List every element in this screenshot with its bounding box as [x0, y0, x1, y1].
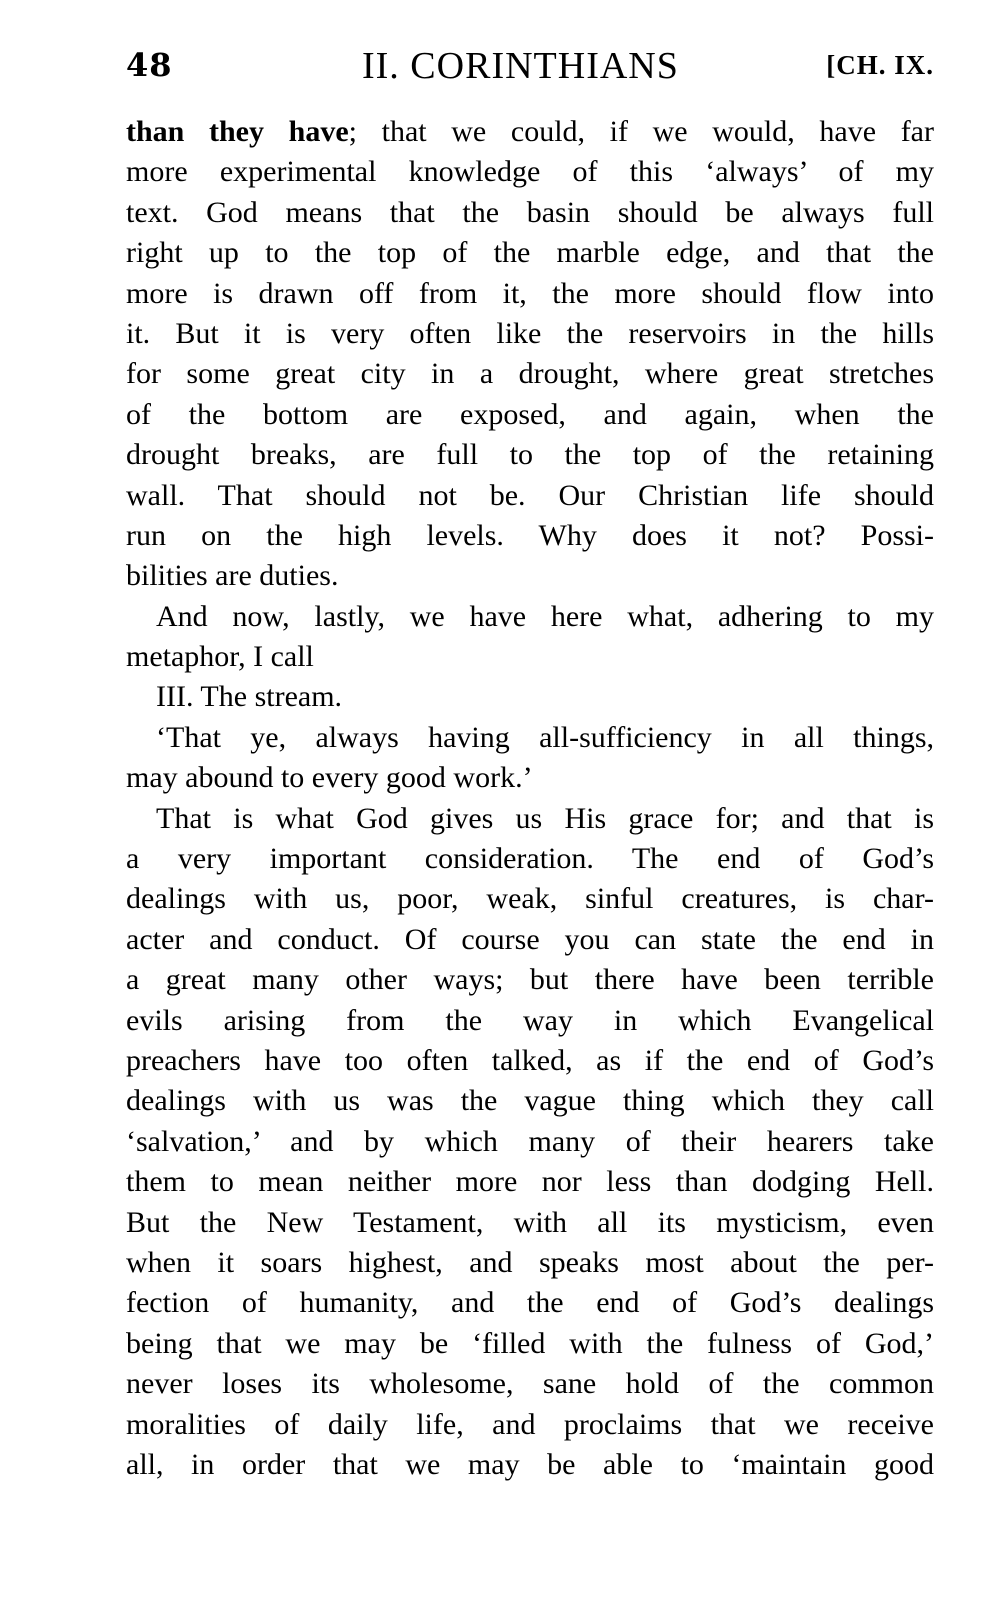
- text-line: dealings with us was the vague thing which they call: [126, 1084, 934, 1118]
- text-line: them to mean neither more nor less than dodging Hell.: [126, 1165, 934, 1199]
- text-line: of the bottom are exposed, and again, when the: [126, 397, 934, 431]
- text-line: But the New Testament, with all its mysticism, even: [126, 1205, 934, 1239]
- text-line: being that we may be ‘filled with the fulness of God,’: [126, 1326, 934, 1360]
- text-line: dealings with us, poor, weak, sinful creatures, is char-: [126, 882, 934, 916]
- text-line: drought breaks, are full to the top of the retaining: [126, 438, 934, 472]
- text-line: when it soars highest, and speaks most about the per-: [126, 1245, 934, 1279]
- text-line: fection of humanity, and the end of God’s dealings: [126, 1286, 934, 1320]
- book-title: II. CORINTHIANS: [362, 45, 679, 87]
- text-line: more is drawn off from it, the more should flow into: [126, 276, 934, 310]
- text-line-bold-lead: than they have: [126, 115, 349, 148]
- text-line: evils arising from the way in which Evangelical: [126, 1003, 934, 1037]
- text-line: all, in order that we may be able to ‘maintain good: [126, 1447, 934, 1481]
- section-heading: III. The stream.: [156, 680, 343, 714]
- text-line: And now, lastly, we have here what, adhering to my: [156, 599, 934, 633]
- text-line: run on the high levels. Why does it not? Possi-: [126, 518, 934, 552]
- text-line: acter and conduct. Of course you can state the end in: [126, 922, 934, 956]
- text-line: a great many other ways; but there have been terrible: [126, 963, 934, 997]
- text-line: text. God means that the basin should be always full: [126, 195, 934, 229]
- page-number: 48: [126, 46, 173, 84]
- text-line: moralities of daily life, and proclaims that we receive: [126, 1407, 934, 1441]
- text-line: bilities are duties.: [126, 559, 339, 593]
- text-line: preachers have too often talked, as if the end of God’s: [126, 1043, 934, 1077]
- text-line: more experimental knowledge of this ‘always’ of my: [126, 155, 934, 189]
- text-line: ‘That ye, always having all-sufficiency in all things,: [156, 720, 934, 754]
- body-text: [126, 112, 934, 1485]
- text-line: right up to the top of the marble edge, and that the: [126, 236, 934, 270]
- text-line: it. But it is very often like the reservoirs in the hills: [126, 316, 934, 350]
- chapter-reference: [CH. IX.: [826, 50, 934, 80]
- text-line-rest: ; that we could, if we would, have far: [348, 115, 934, 148]
- text-line: never loses its wholesome, sane hold of the common: [126, 1367, 934, 1401]
- text-line: metaphor, I call: [126, 640, 314, 674]
- text-line: ‘salvation,’ and by which many of their hearers take: [126, 1124, 934, 1158]
- text-line: That is what God gives us His grace for; and that is: [156, 801, 934, 835]
- running-head: [126, 40, 934, 92]
- text-line: a very important consideration. The end of God’s: [126, 842, 934, 876]
- text-line: [126, 112, 934, 152]
- text-line: for some great city in a drought, where great stretches: [126, 357, 934, 391]
- text-line: may abound to every good work.’: [126, 761, 533, 795]
- text-line: wall. That should not be. Our Christian life should: [126, 478, 934, 512]
